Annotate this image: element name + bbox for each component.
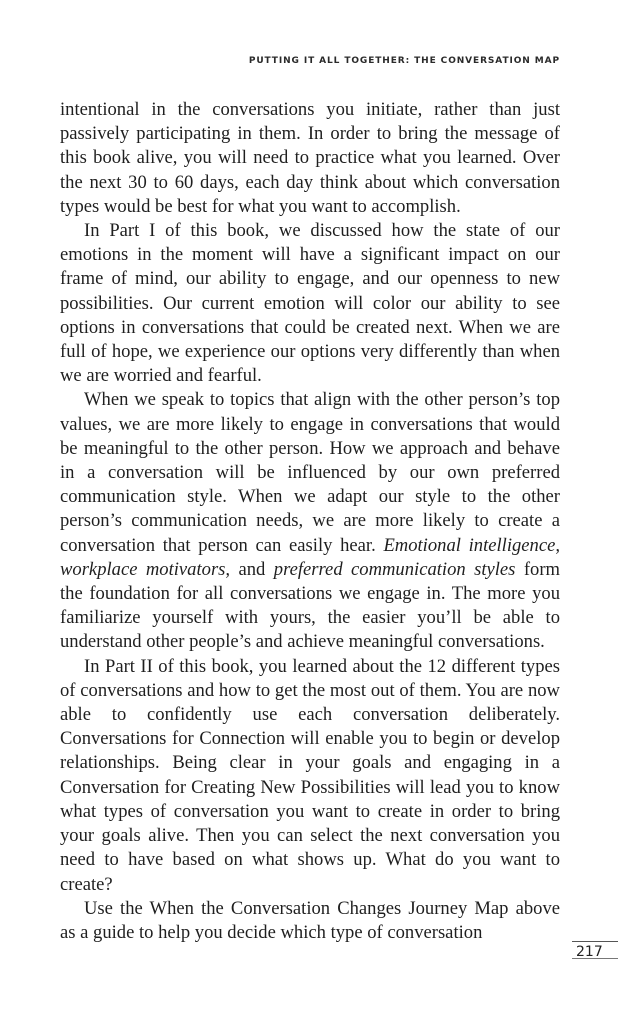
page-number: 217 — [572, 941, 618, 960]
paragraph-3 — [60, 388, 560, 654]
paragraph-1: intentional in the conversations you initiate, rather than just passively participating in them. In order to bring the message of this book alive, you will need to practice what you learned. Over the next 30 to 60 days, each day think about which conversation types would be best for what you want to accomplish. — [60, 99, 560, 217]
paragraph-3-emphasis-2: preferred communication styles — [273, 558, 516, 580]
paragraph-5: Use the When the Conversation Changes Journey Map above as a guide to help you decide which type of conversation — [60, 897, 560, 943]
paragraph-3-emphasis-1: Emotional intelligence, workplace motivators, — [60, 534, 560, 580]
paragraph-4: In Part II of this book, you learned about the 12 different types of conversations and how to get the most out of them. You are now able to confidently use each conversation deliberately. Conversations for Connection will enable you to begin or develop relationships. Being clear in your goals and engaging in a Conversation for Creating New Possibilities will lead you to know what types of conversation you want to create in order to bring your goals alive. Then you can select the next conversation you need to have based on what shows up. What do you want to create? — [60, 655, 560, 895]
paragraph-3-text-a: When we speak to topics that align with the other person’s top values, we are more likely to engage in conversations that would be meaningful to the other person. How we approach and behave in a conversation will be influenced by our own preferred communication style. When we adapt our style to the other person’s communication needs, we are more likely to create a conversation that person can easily hear. — [60, 389, 560, 556]
page-number-rule — [572, 958, 618, 959]
page-body — [60, 98, 560, 945]
paragraph-2: In Part I of this book, we discussed how the state of our emotions in the moment will have a significant impact on our frame of mind, our ability to engage, and our openness to new possibilities. Our current emotion will color our ability to see options in conversations that could be created next. When we are full of hope, we experience our options very differently than when we are worried and fearful. — [60, 220, 560, 387]
running-header: PUTTING IT ALL TOGETHER: THE CONVERSATION MAP — [248, 56, 560, 66]
paragraph-3-text-c: form the foundation for all conversations we engage in. The more you familiarize yourself with yours, the easier you’ll be able to understand other people’s and achieve meaningful conversations. — [60, 558, 560, 653]
paragraph-3-text-b: and — [238, 558, 266, 580]
